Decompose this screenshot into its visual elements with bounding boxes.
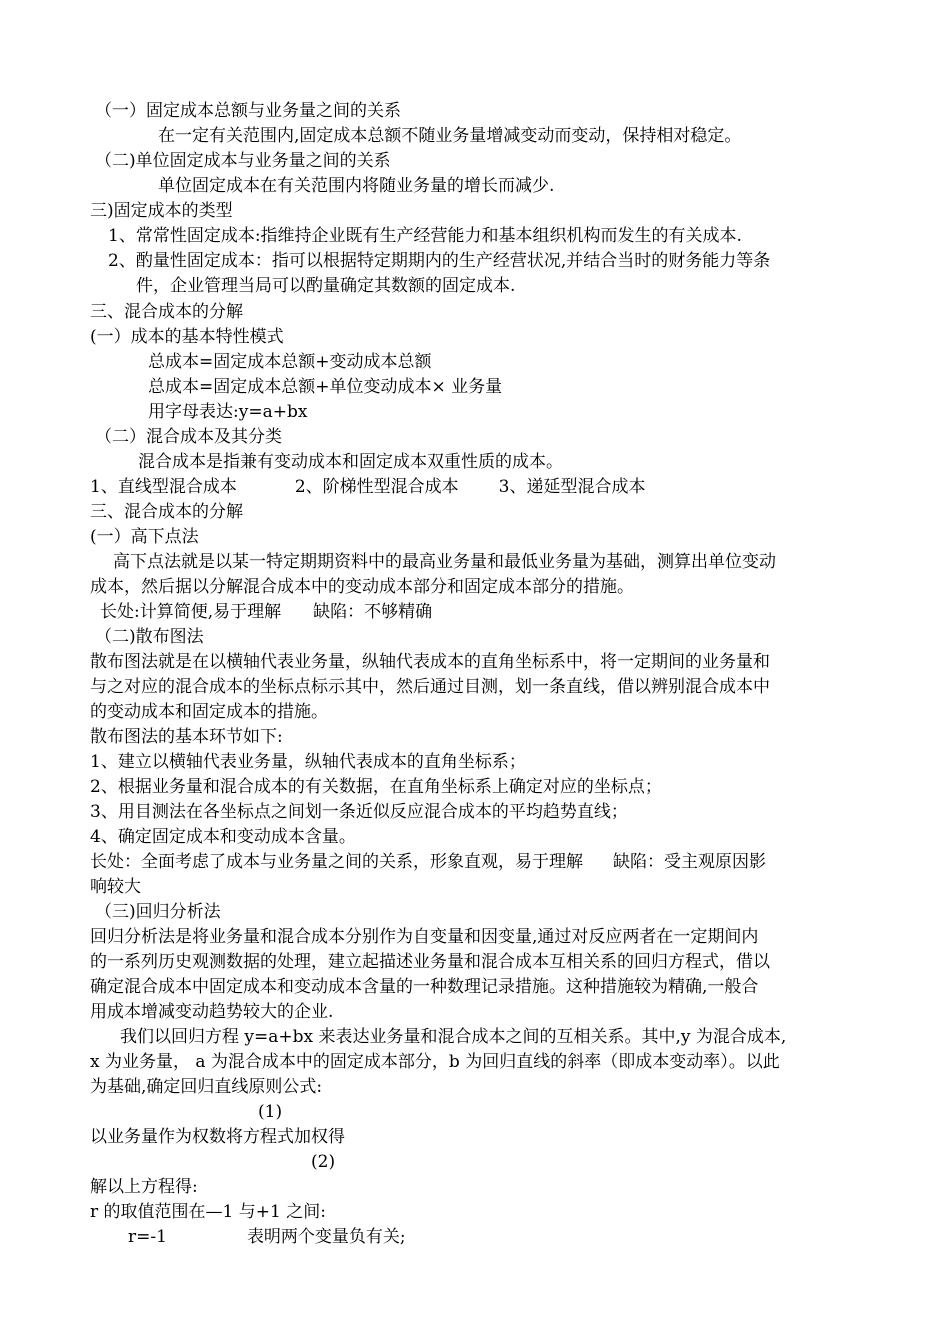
equation-number: (1) — [258, 1102, 283, 1122]
paragraph: 以业务量作为权数将方程式加权得 — [90, 1127, 345, 1147]
paragraph: 成本，然后据以分解混合成本中的变动成本部分和固定成本部分的措施。 — [90, 577, 634, 597]
section-heading: 三、混合成本的分解 — [90, 302, 243, 322]
paragraph: 为基础,确定回归直线原则公式: — [90, 1077, 323, 1097]
section-heading: 三、混合成本的分解 — [90, 502, 243, 522]
list-item: 3、用目测法在各坐标点之间划一条近似反应混合成本的平均趋势直线； — [90, 802, 628, 822]
subheading: （三)回归分析法 — [95, 902, 221, 922]
heading-fixed-types: 三)固定成本的类型 — [90, 201, 233, 221]
paragraph: 散布图法就是在以横轴代表业务量，纵轴代表成本的直角坐标系中，将一定期间的业务量和 — [90, 652, 770, 672]
cons-text: 缺陷：受主观原因影 — [613, 852, 766, 872]
paragraph: 回归分析法是将业务量和混合成本分别作为自变量和因变量,通过对反应两者在一定期间内 — [90, 927, 759, 947]
pros-cons-row — [100, 600, 432, 625]
subheading: (一）成本的基本特性模式 — [90, 327, 284, 347]
paragraph: 解以上方程得: — [90, 1177, 198, 1197]
paragraph: 散布图法的基本环节如下: — [90, 727, 283, 747]
paragraph: 确定混合成本中固定成本和变动成本含量的一种数理记录措施。这种措施较为精确,一般合 — [90, 977, 759, 997]
definition-row — [128, 1225, 406, 1250]
subheading: （二)散布图法 — [95, 627, 204, 647]
list-item: 2、酌量性固定成本：指可以根据特定期期内的生产经营状况,并结合当时的财务能力等条 — [108, 251, 771, 271]
formula-line: 用字母表达:y=a+bx — [148, 402, 308, 422]
list-item-continued: 件，企业管理当局可以酌量确定其数额的固定成本. — [136, 276, 516, 296]
list-item: 1、常常性固定成本:指维持企业既有生产经营能力和基本组织机构而发生的有关成本. — [108, 226, 742, 246]
r-meaning: 表明两个变量负有关; — [246, 1227, 406, 1247]
equation-number: (2) — [311, 1152, 336, 1172]
subheading: （二）混合成本及其分类 — [95, 427, 282, 447]
r-value: r=-1 — [128, 1227, 167, 1247]
list-item: 4、确定固定成本和变动成本含量。 — [90, 827, 356, 847]
pros-text: 长处：全面考虑了成本与业务量之间的关系，形象直观，易于理解 — [90, 852, 583, 872]
paragraph: 我们以回归方程 y=a+bx 来表达业务量和混合成本之间的互相关系。其中,y 为混合成本, — [120, 1027, 787, 1047]
paragraph: 在一定有关范围内,固定成本总额不随业务量增减变动而变动，保持相对稳定。 — [158, 126, 742, 146]
formula-line: 总成本=固定成本总额+单位变动成本× 业务量 — [148, 377, 503, 397]
subheading: (一）高下点法 — [90, 527, 199, 547]
list-row — [90, 475, 645, 500]
heading-fixed-total: （一）固定成本总额与业务量之间的关系 — [95, 101, 401, 121]
paragraph: 高下点法就是以某一特定期期资料中的最高业务量和最低业务量为基础，测算出单位变动 — [113, 552, 776, 572]
paragraph: 混合成本是指兼有变动成本和固定成本双重性质的成本。 — [138, 452, 563, 472]
formula-line: 总成本=固定成本总额+变动成本总额 — [148, 352, 432, 372]
paragraph: 用成本增减变动趋势较大的企业. — [90, 1002, 334, 1022]
list-item: 1、建立以横轴代表业务量，纵轴代表成本的直角坐标系； — [90, 752, 526, 772]
list-item: 1、直线型混合成本 — [90, 477, 237, 497]
list-item: 2、阶梯性型混合成本 — [294, 477, 459, 497]
paragraph: 单位固定成本在有关范围内将随业务量的增长而减少. — [158, 176, 555, 196]
cons-text: 缺陷：不够精确 — [313, 602, 433, 622]
paragraph: 的变动成本和固定成本的措施。 — [90, 702, 328, 722]
heading-unit-fixed: （二)单位固定成本与业务量之间的关系 — [95, 151, 391, 171]
paragraph: r 的取值范围在—1 与+1 之间: — [90, 1202, 326, 1222]
pros-cons-row — [90, 850, 766, 875]
paragraph: x 为业务量， a 为混合成本中的固定成本部分，b 为回归直线的斜率（即成本变动率）。以此 — [90, 1052, 780, 1072]
list-item: 3、递延型混合成本 — [498, 477, 646, 497]
paragraph: 的一系列历史观测数据的处理，建立起描述业务量和混合成本互相关系的回归方程式，借以 — [90, 952, 770, 972]
paragraph: 响较大 — [90, 877, 141, 897]
list-item: 2、根据业务量和混合成本的有关数据，在直角坐标系上确定对应的坐标点； — [90, 777, 662, 797]
pros-text: 长处:计算简便,易于理解 — [100, 602, 282, 622]
paragraph: 与之对应的混合成本的坐标点标示其中，然后通过目测，划一条直线，借以辨别混合成本中 — [90, 677, 770, 697]
